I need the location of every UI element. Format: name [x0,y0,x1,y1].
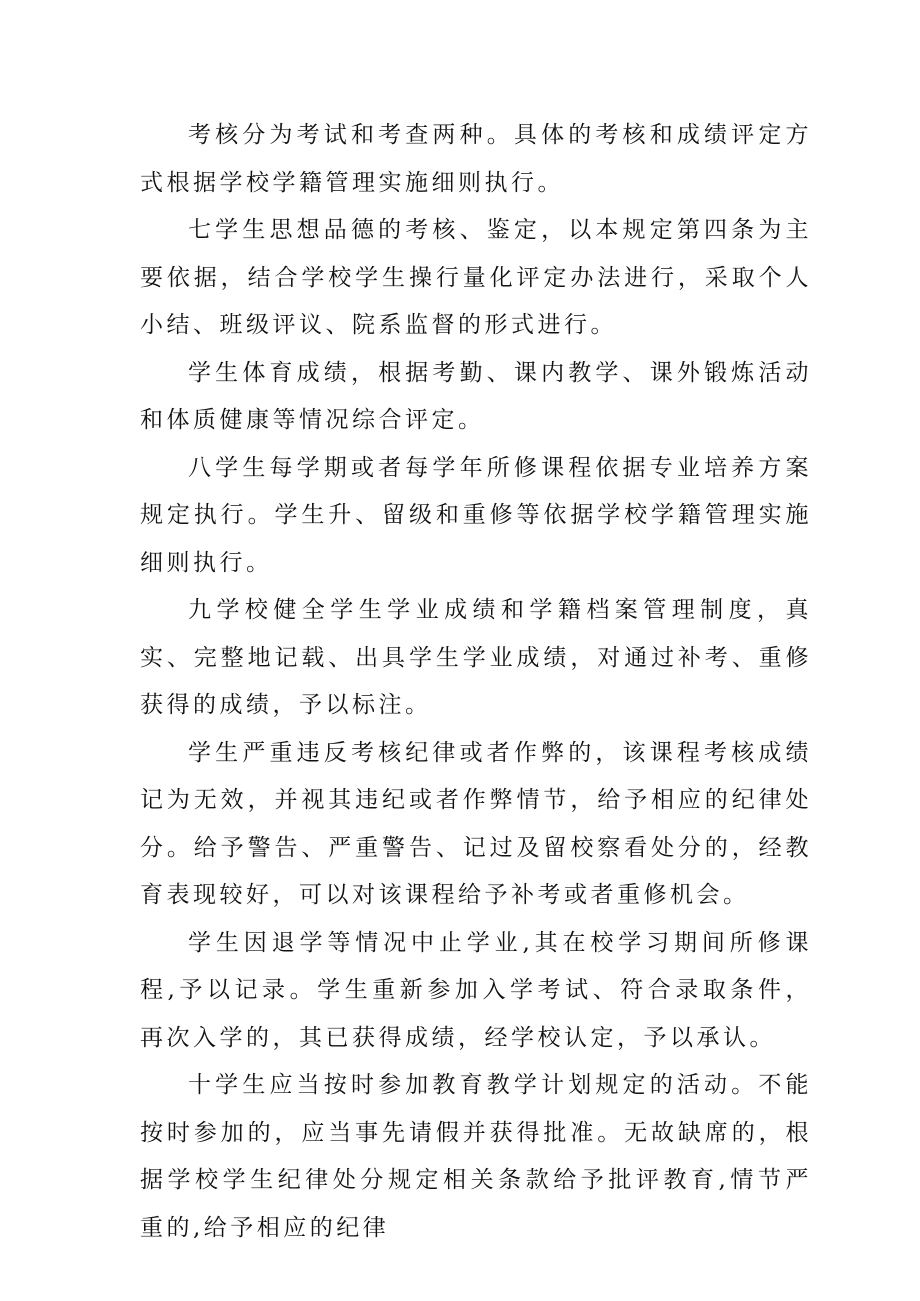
paragraph-physical-education-grade: 学生体育成绩，根据考勤、课内教学、课外锻炼活动和体质健康等情况综合评定。 [140,359,812,433]
paragraph-article-8-courses: 八学生每学期或者每学年所修课程依据专业培养方案规定执行。学生升、留级和重修等依据学校学籍管理实施细则执行。 [140,454,812,576]
paragraph-withdrawal-records: 学生因退学等情况中止学业,其在校学习期间所修课程,予以记录。学生重新参加入学考试、符合录取条件，再次入学的，其已获得成绩，经学校认定，予以承认。 [140,929,812,1051]
paragraph-article-7-moral-assessment: 七学生思想品德的考核、鉴定，以本规定第四条为主要依据，结合学校学生操行量化评定办法进行，采取个人小结、班级评议、院系监督的形式进行。 [140,217,812,338]
paragraph-article-9-records: 九学校健全学生学业成绩和学籍档案管理制度，真实、完整地记载、出具学生学业成绩，对通过补考、重修获得的成绩，予以标注。 [140,597,812,718]
paragraph-exam-types: 考核分为考试和考查两种。具体的考核和成绩评定方式根据学校学籍管理实施细则执行。 [140,122,812,196]
paragraph-exam-discipline: 学生严重违反考核纪律或者作弊的，该课程考核成绩记为无效，并视其违纪或者作弊情节，给予相应的纪律处分。给予警告、严重警告、记过及留校察看处分的，经教育表现较好，可以对该课程给予补考或者重修机会。 [140,739,812,908]
paragraph-article-10-attendance: 十学生应当按时参加教育教学计划规定的活动。不能按时参加的，应当事先请假并获得批准。无故缺席的，根据学校学生纪律处分规定相关条款给予批评教育,情节严重的,给予相应的纪律 [140,1072,812,1241]
document-body [140,112,812,1252]
